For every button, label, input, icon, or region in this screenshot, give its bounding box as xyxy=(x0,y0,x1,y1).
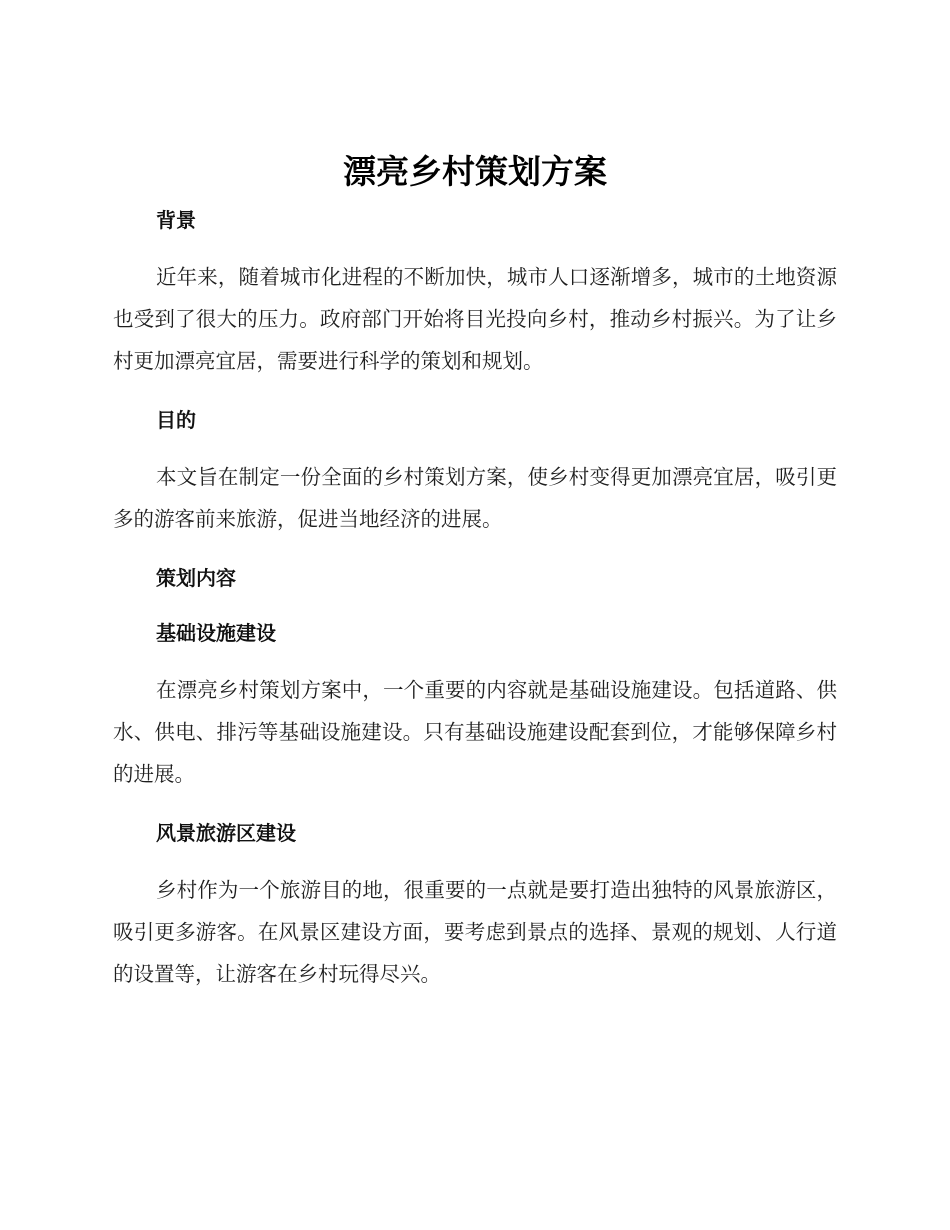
section-scenic-area xyxy=(113,816,837,995)
section-heading: 风景旅游区建设 xyxy=(156,821,296,845)
section-paragraph: 本文旨在制定一份全面的乡村策划方案，使乡村变得更加漂亮宜居，吸引更多的游客前来旅游，促进当地经济的进展。 xyxy=(113,465,837,531)
section-heading: 基础设施建设 xyxy=(156,621,276,645)
section-heading: 背景 xyxy=(156,208,196,232)
document-title: 漂亮乡村策划方案 xyxy=(343,152,607,191)
document-body xyxy=(113,203,837,995)
section-paragraph: 近年来，随着城市化进程的不断加快，城市人口逐渐增多，城市的土地资源也受到了很大的压力。政府部门开始将目光投向乡村，推动乡村振兴。为了让乡村更加漂亮宜居，需要进行科学的策划和规划。 xyxy=(113,265,837,373)
section-purpose xyxy=(113,403,837,540)
section-heading: 目的 xyxy=(156,408,196,432)
section-paragraph: 在漂亮乡村策划方案中，一个重要的内容就是基础设施建设。包括道路、供水、供电、排污等基础设施建设。只有基础设施建设配套到位，才能够保障乡村的进展。 xyxy=(113,678,837,786)
section-infrastructure xyxy=(113,616,837,795)
section-plan-content xyxy=(113,561,837,595)
section-background xyxy=(113,203,837,382)
section-paragraph: 乡村作为一个旅游目的地，很重要的一点就是要打造出独特的风景旅游区，吸引更多游客。在风景区建设方面，要考虑到景点的选择、景观的规划、人行道的设置等，让游客在乡村玩得尽兴。 xyxy=(113,878,837,986)
section-heading: 策划内容 xyxy=(156,566,236,590)
